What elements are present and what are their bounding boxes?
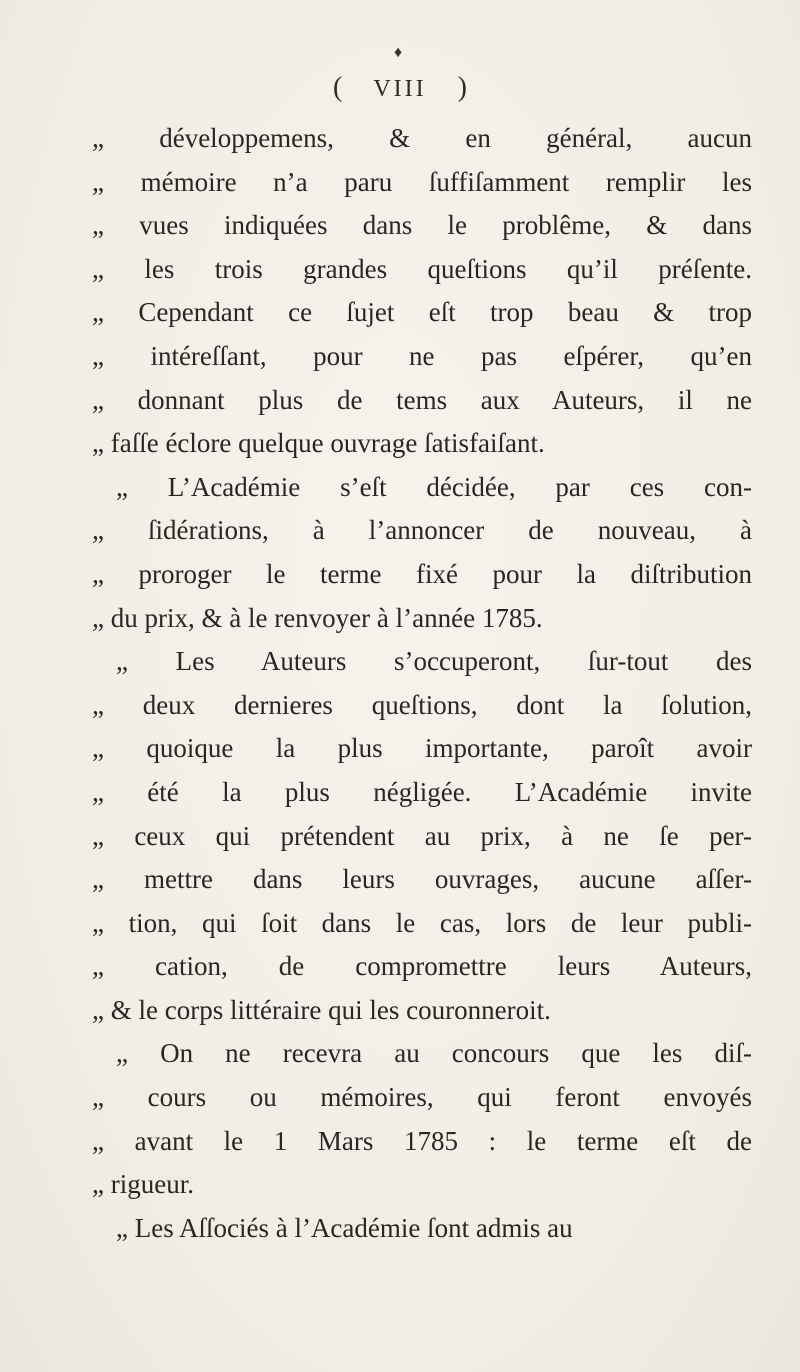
text-line: „ développemens, & en général, aucun (92, 123, 752, 153)
page-header (0, 72, 800, 104)
text-line: „ mémoire n’a paru ſuffiſamment remplir les (92, 166, 752, 197)
text-line: „ cation, de compromettre leurs Auteurs, (92, 951, 752, 982)
text-line: „ cours ou mémoires, qui feront envoyés (92, 1082, 752, 1113)
text-line: „ été la plus négligée. L’Académie invite (92, 776, 752, 807)
text-line: „ rigueur. (92, 1169, 194, 1200)
text-line: „ Cependant ce ſujet eſt trop beau & trop (92, 297, 752, 328)
text-line: „ ſidérations, à l’annoncer de nouveau, à (92, 515, 752, 546)
text-line: „ vues indiquées dans le problême, & dans (92, 210, 752, 241)
text-line: „ quoique la plus importante, paroît avoir (92, 733, 752, 764)
text-line: „ proroger le terme fixé pour la diſtribution (92, 558, 752, 589)
text-line: „ Les Aſſociés à l’Académie ſont admis au (116, 1212, 573, 1243)
text-line: „ tion, qui ſoit dans le cas, lors de leur publi- (92, 907, 752, 938)
header-close-paren: ) (457, 72, 467, 103)
body-text (92, 117, 752, 1250)
text-line: „ Les Auteurs s’occuperont, ſur-tout des (116, 646, 752, 677)
text-line: „ intéreſſant, pour ne pas eſpérer, qu’en (92, 340, 752, 371)
text-line: „ les trois grandes queſtions qu’il préſente. (92, 253, 752, 284)
text-line: „ avant le 1 Mars 1785 : le terme eſt de (92, 1125, 752, 1156)
text-line: „ mettre dans leurs ouvrages, aucune aſſer- (92, 864, 752, 895)
header-open-paren: ( (333, 72, 343, 103)
text-line: „ donnant plus de tems aux Auteurs, il ne (92, 384, 752, 415)
page-number: VIII (373, 76, 427, 102)
text-line: „ On ne recevra au concours que les diſ- (116, 1038, 752, 1069)
text-line: „ & le corps littéraire qui les couronneroit. (92, 994, 551, 1025)
text-line: „ ceux qui prétendent au prix, à ne ſe per- (92, 820, 752, 851)
text-line: „ deux dernieres queſtions, dont la ſolution, (92, 689, 752, 720)
ornament-mark: ♦ (394, 44, 403, 61)
text-line: „ L’Académie s’eſt décidée, par ces con- (116, 471, 752, 502)
text-line: „ faſſe éclore quelque ouvrage ſatisfaiſant. (92, 428, 545, 459)
text-line: „ du prix, & à le renvoyer à l’année 1785. (92, 602, 543, 633)
